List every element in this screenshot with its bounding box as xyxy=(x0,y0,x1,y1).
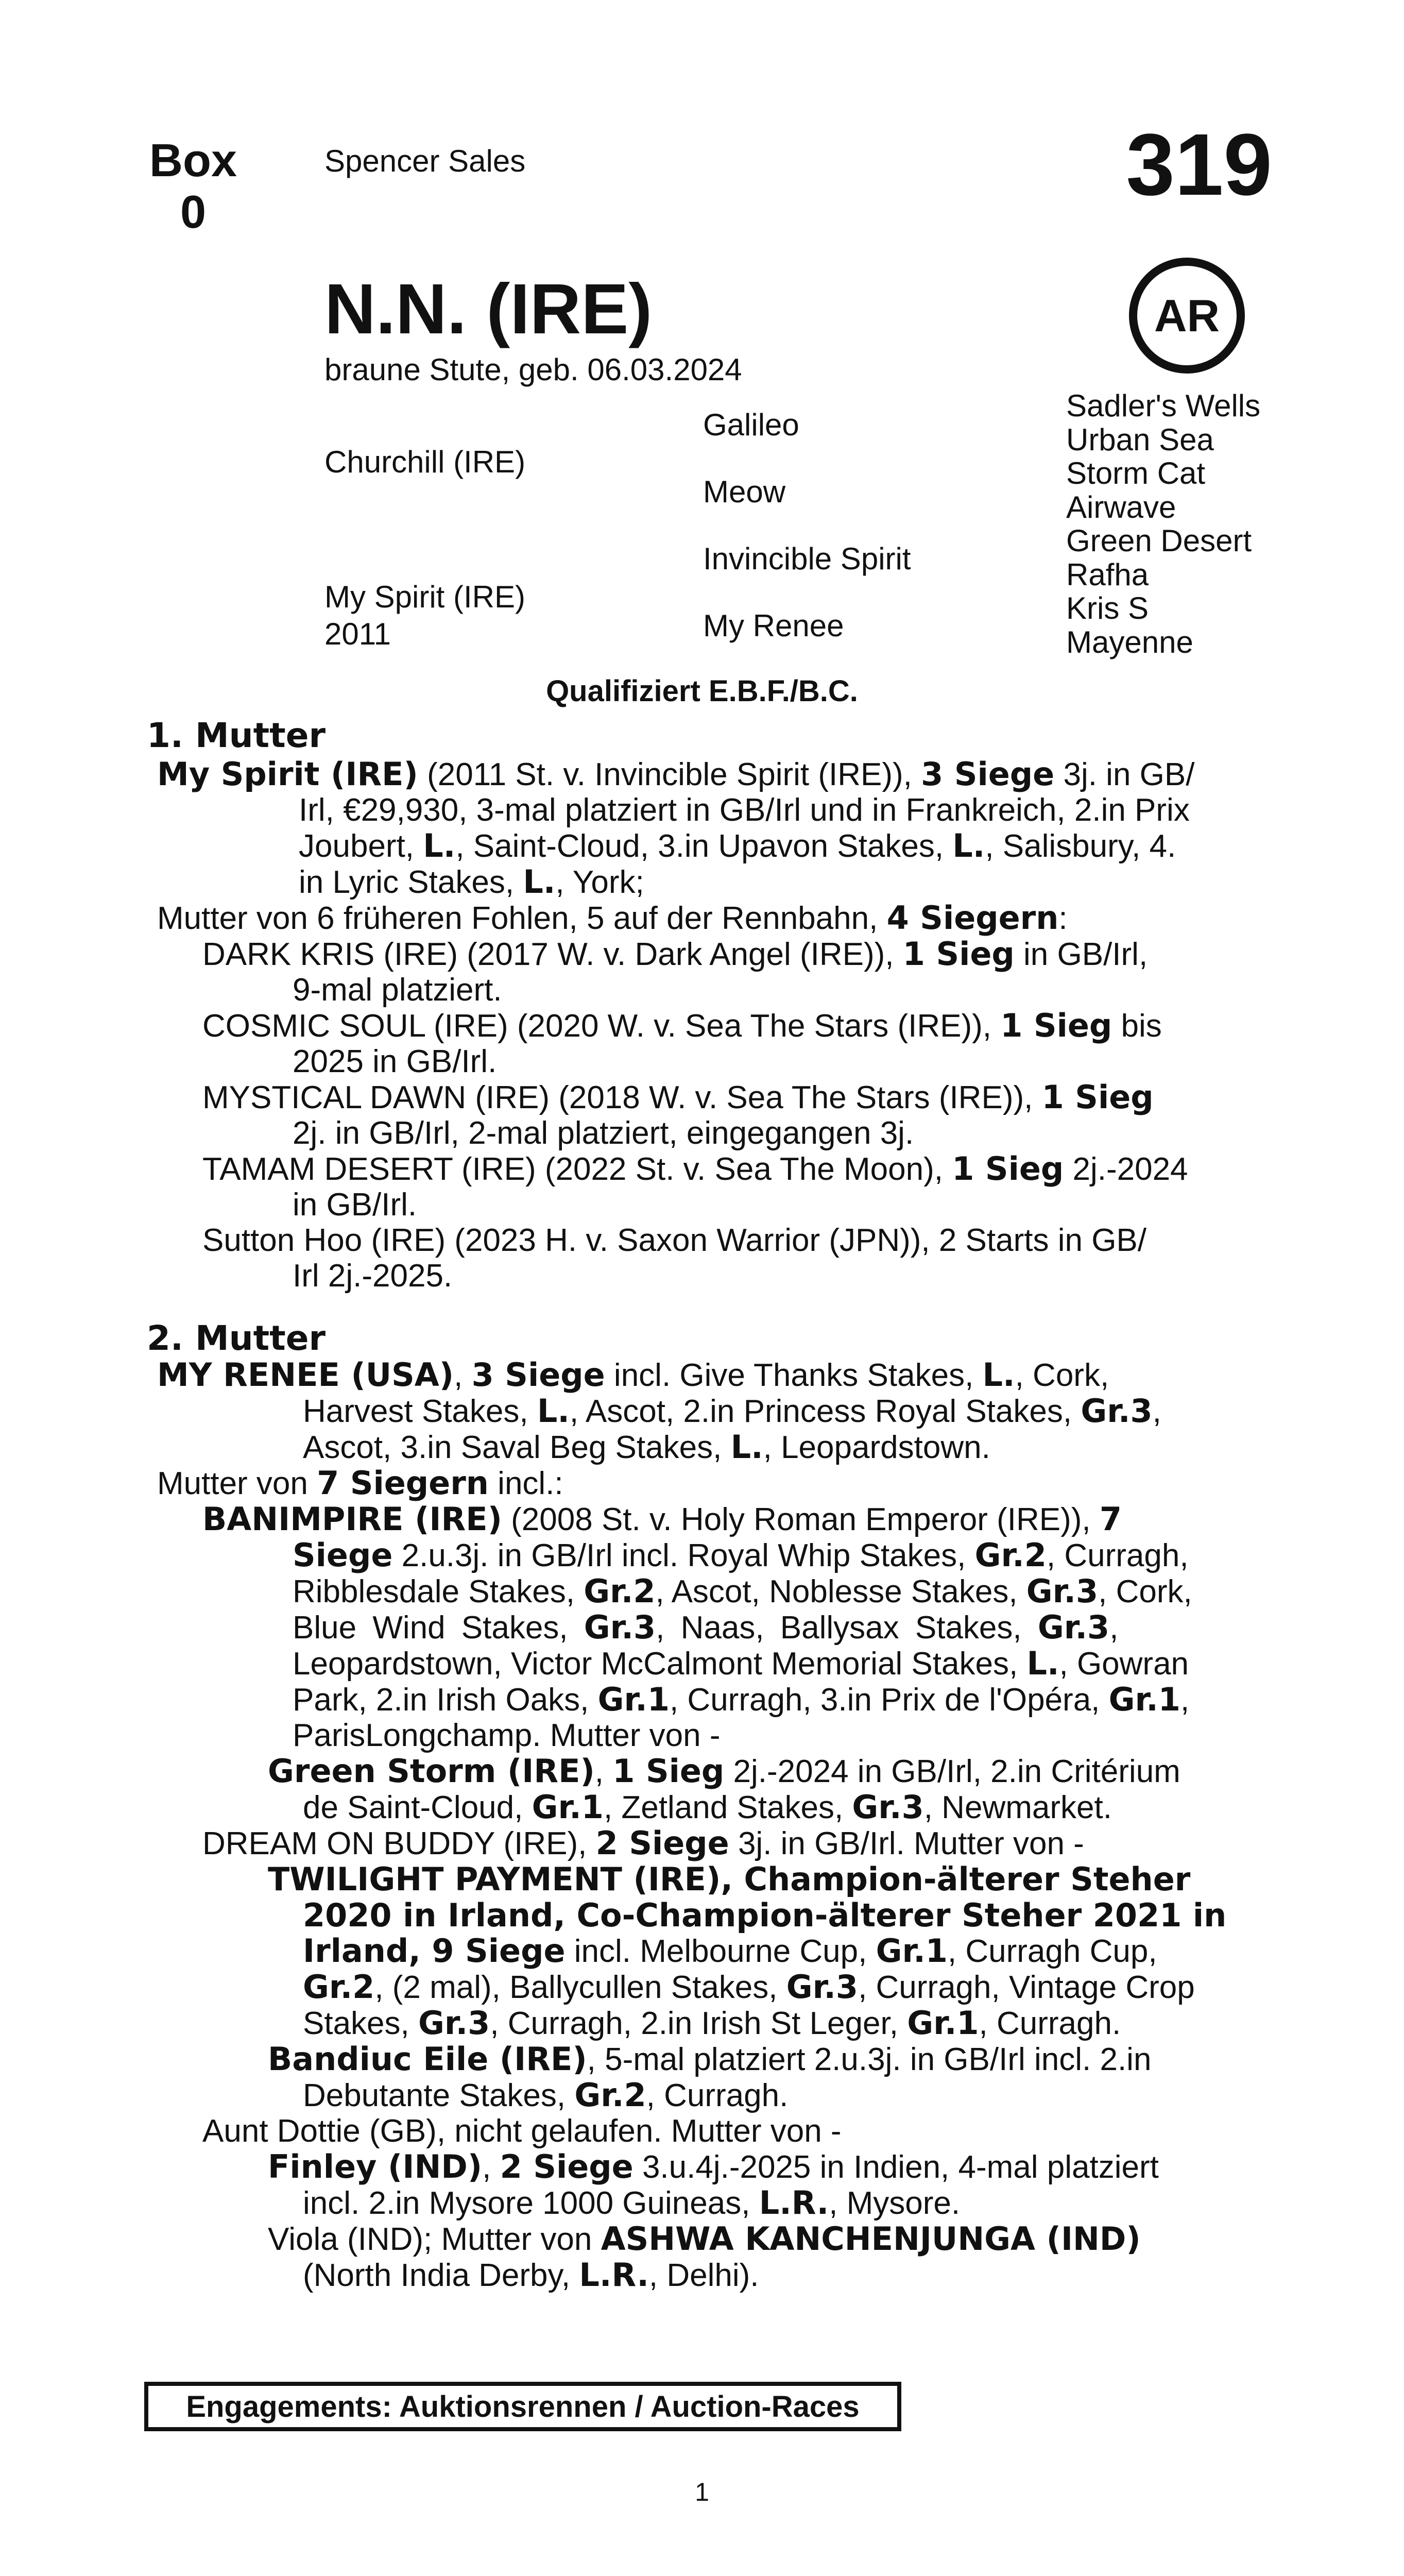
text-span: , Leopardstown. xyxy=(763,1430,990,1465)
text-span: Park, 2.in Irish Oaks, xyxy=(293,1682,598,1718)
box-number: 0 xyxy=(180,187,207,238)
foal-name: Green Storm (IRE) xyxy=(268,1752,595,1790)
text-span: 9-mal platziert. xyxy=(293,972,502,1008)
text-span: , xyxy=(1109,1610,1119,1646)
wins: 1 Sieg xyxy=(612,1752,725,1790)
race-grade: Gr.1 xyxy=(532,1788,604,1826)
text-line xyxy=(157,1897,1226,1933)
text-span: , Curragh. xyxy=(646,2078,789,2113)
race-grade: Gr.1 xyxy=(876,1932,948,1970)
pedigree-gen3-name: Storm Cat xyxy=(1066,456,1206,490)
text-span: Blue Wind Stakes, xyxy=(293,1610,584,1646)
text-span: , Curragh, 2.in Irish St Leger, xyxy=(490,2006,908,2041)
race-grade: L.R. xyxy=(759,2184,829,2222)
text-span: , 5-mal platziert 2.u.3j. in GB/Irl incl. 2.in xyxy=(587,2042,1152,2077)
horse-name: N.N. (IRE) xyxy=(324,269,653,349)
text-line xyxy=(157,2113,1226,2149)
pedigree-dam-sire: Invincible Spirit xyxy=(703,541,911,576)
text-span: 2025 in GB/Irl. xyxy=(293,1044,497,1079)
foal-name: DREAM ON BUDDY (IRE), xyxy=(202,1826,596,1861)
race-grade: L.R. xyxy=(579,2256,649,2294)
text-line xyxy=(157,1825,1226,1861)
race-grade: Gr.3 xyxy=(1081,1392,1153,1430)
text-line xyxy=(157,1789,1226,1825)
text-span: , Curragh. xyxy=(979,2006,1121,2041)
text-span: , Curragh Cup, xyxy=(947,1934,1157,1969)
text-line xyxy=(157,1573,1226,1609)
wins: 1 Sieg xyxy=(952,1150,1064,1188)
text-span: , xyxy=(454,1358,472,1393)
text-span: 2.u.3j. in GB/Irl incl. Royal Whip Stakes, xyxy=(392,1538,975,1573)
race-grade: L. xyxy=(523,863,556,901)
text-line xyxy=(157,2257,1226,2293)
box-label xyxy=(147,135,239,238)
winners-count: 4 Siegern xyxy=(886,899,1059,937)
text-line xyxy=(157,1861,1226,1897)
foal-name: Sutton Hoo (IRE) (2023 H. v. Saxon Warrior (JPN)), 2 Starts in GB/ xyxy=(202,1223,1146,1258)
sale-name: Spencer Sales xyxy=(324,144,526,178)
wins: 7 xyxy=(1099,1500,1122,1538)
second-dam-heading: 2. Mutter xyxy=(147,1318,326,1358)
race-grade: Gr.3 xyxy=(1037,1608,1110,1646)
text-span: 3.u.4j.-2025 in Indien, 4-mal platziert xyxy=(633,2149,1159,2185)
race-grade: Gr.1 xyxy=(597,1681,670,1718)
championship: 2020 in Irland, Co-Champion-älterer Steher 2021 in xyxy=(303,1896,1227,1934)
text-span: , Cork, xyxy=(1015,1358,1109,1393)
race-grade: L. xyxy=(1026,1645,1059,1682)
text-span: 2j.-2024 xyxy=(1064,1151,1188,1187)
text-span: Leopardstown, Victor McCalmont Memorial Stakes, xyxy=(293,1646,1027,1682)
text-line xyxy=(157,2149,1226,2185)
text-line xyxy=(157,1429,1226,1465)
text-span: , Naas, Ballysax Stakes, xyxy=(656,1610,1038,1646)
wins: 3 Siege xyxy=(921,755,1055,793)
text-line xyxy=(157,1079,1194,1115)
text-span: , xyxy=(594,1754,613,1789)
text-span: incl. Melbourne Cup, xyxy=(565,1934,876,1969)
text-span: , Delhi). xyxy=(648,2258,759,2293)
text-span: , xyxy=(482,2149,500,2185)
pedigree-gen3-name: Mayenne xyxy=(1066,624,1193,659)
text-span: incl. 2.in Mysore 1000 Guineas, xyxy=(303,2185,759,2221)
text-line xyxy=(157,1609,1226,1646)
race-grade: Gr.2 xyxy=(303,1968,375,2006)
text-span: Irl 2j.-2025. xyxy=(293,1258,453,1294)
text-span: , Cork, xyxy=(1098,1574,1192,1609)
second-dam-entry xyxy=(157,1357,1226,2293)
text-line xyxy=(157,2005,1226,2041)
text-span: bis xyxy=(1112,1008,1162,1044)
foal-name: DARK KRIS (IRE) (2017 W. v. Dark Angel (IRE)), xyxy=(202,937,903,972)
text-span: Mutter von xyxy=(157,1466,317,1501)
wins: 3 Siege xyxy=(471,1356,605,1394)
text-line xyxy=(157,1969,1226,2005)
text-span: Stakes, xyxy=(303,2006,418,2041)
text-span: in Lyric Stakes, xyxy=(299,865,523,900)
text-line xyxy=(157,1933,1226,1969)
pedigree-sire-dam: Meow xyxy=(703,474,786,509)
foal-name: Viola (IND); Mutter von xyxy=(268,2222,601,2257)
foal-name: ASHWA KANCHENJUNGA (IND) xyxy=(601,2220,1141,2258)
text-span: incl. Give Thanks Stakes, xyxy=(605,1358,983,1393)
text-span: Debutante Stakes, xyxy=(303,2078,575,2113)
text-span: , Curragh, xyxy=(1046,1538,1189,1573)
page-number: 1 xyxy=(695,2478,709,2506)
race-grade: Gr.3 xyxy=(584,1608,656,1646)
first-dam-heading: 1. Mutter xyxy=(147,716,326,755)
text-span: (2011 St. v. Invincible Spirit (IRE)), xyxy=(418,757,921,792)
text-line xyxy=(157,1465,1226,1501)
text-line xyxy=(157,936,1194,972)
race-grade: Gr.3 xyxy=(1026,1572,1099,1610)
foal-name: Aunt Dottie (GB), nicht gelaufen. Mutter von - xyxy=(202,2113,842,2149)
pedigree-sire: Churchill (IRE) xyxy=(324,445,526,479)
wins: 1 Sieg xyxy=(902,935,1015,973)
text-line xyxy=(157,1044,1194,1079)
text-line xyxy=(157,1682,1226,1718)
text-line xyxy=(157,1008,1194,1044)
text-span: , Gowran xyxy=(1059,1646,1189,1682)
dam-name: My Spirit (IRE) xyxy=(157,755,418,793)
foal-name: Finley (IND) xyxy=(268,2148,483,2185)
pedigree-dam-dam: My Renee xyxy=(703,608,844,643)
race-grade: Gr.3 xyxy=(786,1968,859,2006)
wins: Siege xyxy=(293,1536,393,1574)
foal-name: MYSTICAL DAWN (IRE) (2018 W. v. Sea The Stars (IRE)), xyxy=(202,1080,1042,1115)
wins: 1 Sieg xyxy=(1000,1007,1112,1044)
pedigree-gen3-name: Rafha xyxy=(1066,557,1149,592)
championship: , Champion-älterer Steher xyxy=(721,1860,1191,1898)
text-span: de Saint-Cloud, xyxy=(303,1790,532,1825)
lot-number: 319 xyxy=(1126,116,1272,214)
foal-name: TWILIGHT PAYMENT (IRE) xyxy=(268,1860,721,1898)
text-span: Ribblesdale Stakes, xyxy=(293,1574,584,1609)
wins: 2 Siege xyxy=(500,2148,633,2185)
dam-name: MY RENEE (USA) xyxy=(157,1356,454,1394)
text-span: : xyxy=(1058,901,1068,936)
text-span: incl.: xyxy=(488,1466,563,1501)
text-span: in GB/Irl, xyxy=(1014,937,1148,972)
race-grade: Gr.2 xyxy=(584,1572,656,1610)
pedigree-gen3 xyxy=(1066,389,1260,659)
text-span: , Ascot, 2.in Princess Royal Stakes, xyxy=(569,1394,1081,1429)
text-span: Joubert, xyxy=(299,828,423,864)
first-dam-entry xyxy=(157,756,1194,1294)
text-span: , (2 mal), Ballycullen Stakes, xyxy=(374,1970,786,2005)
text-line xyxy=(157,1537,1226,1573)
pedigree-gen3-name: Green Desert xyxy=(1066,523,1252,558)
text-line xyxy=(157,1115,1194,1151)
qualification: Qualifiziert E.B.F./B.C. xyxy=(546,674,858,708)
text-line xyxy=(157,1753,1226,1789)
text-span: , Mysore. xyxy=(829,2185,961,2221)
text-span: , xyxy=(1152,1394,1161,1429)
foal-name: TAMAM DESERT (IRE) (2022 St. v. Sea The Moon), xyxy=(202,1151,952,1187)
race-grade: Gr.3 xyxy=(418,2004,490,2042)
text-span: Ascot, 3.in Saval Beg Stakes, xyxy=(303,1430,731,1465)
text-span: in GB/Irl. xyxy=(293,1187,417,1223)
race-grade: Gr.2 xyxy=(974,1536,1047,1574)
race-grade: Gr.2 xyxy=(574,2076,646,2114)
text-span: 2j. in GB/Irl, 2-mal platziert, eingegangen 3j. xyxy=(293,1115,914,1151)
text-line xyxy=(157,2077,1226,2113)
text-line xyxy=(157,1187,1194,1223)
text-line xyxy=(157,1258,1194,1294)
text-span: Mutter von 6 früheren Fohlen, 5 auf der Rennbahn, xyxy=(157,901,887,936)
text-line xyxy=(157,756,1194,792)
race-grade: L. xyxy=(952,827,985,865)
text-line xyxy=(157,1223,1194,1258)
race-grade: Gr.1 xyxy=(1108,1681,1180,1718)
text-line xyxy=(157,792,1194,828)
pedigree-gen3-name: Airwave xyxy=(1066,489,1176,524)
race-grade: Gr.3 xyxy=(852,1788,924,1826)
text-span: Harvest Stakes, xyxy=(303,1394,537,1429)
text-span: 3j. in GB/Irl. Mutter von - xyxy=(729,1826,1084,1861)
text-line xyxy=(157,2221,1226,2257)
winners-count: 7 Siegern xyxy=(317,1464,489,1502)
text-span: , Curragh, 3.in Prix de l'Opéra, xyxy=(669,1682,1109,1718)
text-span: , York; xyxy=(555,865,644,900)
text-span: , Ascot, Noblesse Stakes, xyxy=(655,1574,1026,1609)
sex-dob: braune Stute, geb. 06.03.2024 xyxy=(324,352,742,387)
engagements-box: Engagements: Auktionsrennen / Auction-Races xyxy=(144,2382,901,2431)
text-span: (2008 St. v. Holy Roman Emperor (IRE)), xyxy=(502,1502,1100,1537)
text-span: , Saint-Cloud, 3.in Upavon Stakes, xyxy=(455,828,953,864)
pedigree-sire-sire: Galileo xyxy=(703,408,799,442)
text-span: , Salisbury, 4. xyxy=(985,828,1176,864)
pedigree-gen3-name: Kris S xyxy=(1066,591,1149,625)
foal-name: BANIMPIRE (IRE) xyxy=(202,1500,502,1538)
box-title: Box xyxy=(149,135,237,187)
wins: 2 Siege xyxy=(595,1824,729,1862)
text-line xyxy=(157,828,1194,864)
text-span: , Newmarket. xyxy=(923,1790,1112,1825)
text-span: , Curragh, Vintage Crop xyxy=(858,1970,1195,2005)
wins: Irland, 9 Siege xyxy=(303,1932,566,1970)
race-grade: L. xyxy=(423,827,456,865)
race-grade: L. xyxy=(982,1356,1015,1394)
pedigree-gen3-name: Urban Sea xyxy=(1066,422,1214,457)
pedigree-gen3-name: Sadler's Wells xyxy=(1066,388,1261,423)
text-line xyxy=(157,1393,1226,1429)
text-line xyxy=(157,1151,1194,1187)
text-span: , Zetland Stakes, xyxy=(603,1790,852,1825)
ar-badge: AR xyxy=(1129,258,1245,374)
wins: 1 Sieg xyxy=(1041,1078,1154,1116)
text-span: 3j. in GB/ xyxy=(1054,757,1195,792)
race-grade: L. xyxy=(537,1392,570,1430)
text-span: , xyxy=(1180,1682,1190,1718)
text-line xyxy=(157,900,1194,936)
text-line xyxy=(157,1357,1226,1393)
text-line xyxy=(157,1646,1226,1682)
text-span: 2j.-2024 in GB/Irl, 2.in Critérium xyxy=(724,1754,1180,1789)
pedigree-dam-year: 2011 xyxy=(324,617,391,651)
text-line xyxy=(157,864,1194,900)
pedigree-dam: My Spirit (IRE) xyxy=(324,580,525,614)
text-line xyxy=(157,972,1194,1008)
text-line xyxy=(157,2041,1226,2077)
race-grade: Gr.1 xyxy=(907,2004,979,2042)
text-line xyxy=(157,2185,1226,2221)
text-line xyxy=(157,1501,1226,1537)
text-line xyxy=(157,1718,1226,1753)
text-span: ParisLongchamp. Mutter von - xyxy=(293,1718,721,1753)
race-grade: L. xyxy=(730,1428,763,1466)
foal-name: Bandiuc Eile (IRE) xyxy=(268,2040,587,2078)
foal-name: COSMIC SOUL (IRE) (2020 W. v. Sea The Stars (IRE)), xyxy=(202,1008,1001,1044)
text-span: Irl, €29,930, 3-mal platziert in GB/Irl und in Frankreich, 2.in Prix xyxy=(299,792,1190,828)
text-span: (North India Derby, xyxy=(303,2258,579,2293)
